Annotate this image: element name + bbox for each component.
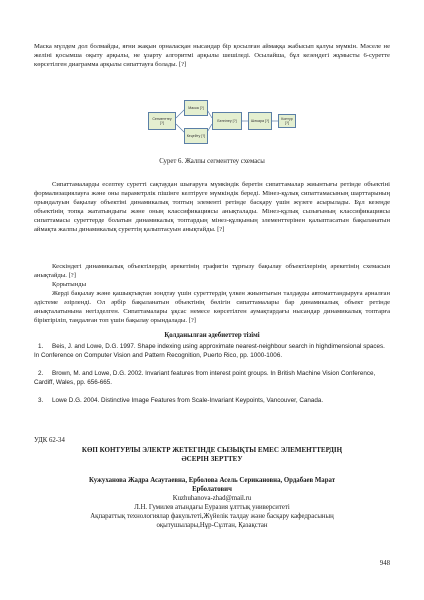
references-heading: Қолданылған әдебиеттер тізімі	[164, 332, 260, 339]
intro-paragraph: Маска мүлдем дол болмайды, яғни жақын орналасқан нысандар бір қосылған аймаққа жабысып қалуы мүмкін. Мәселе не желіні қосымша оқыту арқылы, не ұзарту алгоритмі арқылы шешіледі. Осылайша, бұл кезеңдегі жұмысты 6-суретте көрсетілген диаграмма арқылы сипаттауға болады. [?]	[34, 43, 390, 68]
reference-item	[34, 397, 390, 406]
diagram-box-1: Сегменттеу [?]	[148, 112, 176, 130]
page-number: 948	[379, 560, 390, 567]
diagram-box-5: Шекара [?]	[248, 112, 272, 130]
reference-item	[34, 343, 390, 360]
authors-line-2: Ерболатович	[192, 486, 232, 493]
segmentation-diagram	[148, 100, 298, 152]
authors-line-1: Кужуханова Жадра Асаутаевна, Ерболова Асель Серикановна, Ордабаев Марат	[88, 477, 336, 484]
body-paragraph-2: Кескіндегі динамикалық объектілердің әрекетінің графигін тұрғызу бақылау объектілерінің әрекетінің схемасын анықтайды. [?]	[34, 263, 390, 279]
diagram-box-6: Контур [?]	[278, 114, 296, 128]
reference-number: 3.	[38, 397, 44, 404]
reference-text: Beis, J. and Lowe, D.G. 1997. Shape indexing using approximate nearest-neighbour search in highdimensional spaces. In Conference on Computer Vision and Pattern Recognition, Puerto Rico, pp. 1000-1006.	[34, 343, 385, 359]
body-paragraph-1: Сипаттамаларды есептеу суретті сақтаудан шығаруға мүмкіндік беретін сипаттамалар жиынтығы ретінде объектіні формализациялауға және оны параметрлік пішінге келтіруге мүмкіндік береді. Мінез-құлық сипаттамасының шарттарының орындалуын бақылау объектіні динамикалық топтың элементі ретінде басқару үшін жүзеге асырылады. Бұл кезеңде объектінің топқа жататындығы және оның классификациясы анықталады. Мінез-құлық сызығының классификациясы сипаттамасы суреттерде болатын динамикалық топтардың мінез-құлқының элементтерінен қалыптасатын бақыланатын аймақта жалпы динамикалық суреттің қалыптасуын анықтайды. [?]	[34, 181, 390, 233]
author-email: Kuzhuhanova-zhad@mail.ru	[172, 495, 252, 502]
conclusion-heading: Қорытынды	[52, 281, 87, 288]
affiliation-line-2: Ақпараттық технологиялар факультеті,Жүйелік талдау және басқару кафедрасының	[90, 513, 334, 520]
reference-text: Lowe D.G. 2004. Distinctive Image Features from Scale-Invariant Keypoints, Vancouver, Canada.	[52, 397, 324, 404]
affiliation-line-3: оқытушылары,Нұр-Сұлтан, Қазақстан	[156, 522, 268, 529]
diagram-box-4: Белгілеу [?]	[212, 112, 242, 130]
reference-text: Brown, M. and Lowe, D.G. 2002. Invariant features from interest point groups. In British Machine Vision Conference, Cardiff, Wales, pp. 656-665.	[34, 370, 376, 386]
conclusion-paragraph: Жерді бақылау және қашықтықтан зондтау үшін суреттердің үлкен жиынтығын талдауды автоматтандыруға арналған әдістеме әзірленді. Ол әрбір бақыланатын объектінің бөлігін сипаттамалары бар динамикалық объект ретінде анықталатынына негізделген. Сипаттамалары ұқсас немесе көрсетілген аумақтардағы нысандар динамикалық топтарға біріктіріліп, таңдалған топ үшін бақылау орындалады. [?]	[34, 290, 390, 324]
reference-item	[34, 370, 390, 387]
reference-number: 1.	[38, 343, 44, 350]
diagram-box-3: Кеңейту [?]	[184, 128, 208, 144]
diagram-box-2: Маска [?]	[184, 100, 208, 116]
affiliation-line-1: Л.Н. Гумилев атындағы Еуразия ұлттық университеті	[134, 504, 290, 511]
article-title-line-2: ӘСЕРІН ЗЕРТТЕУ	[181, 455, 243, 463]
figure-caption: Сурет 6. Жалпы сегменттеу схемасы	[159, 158, 265, 165]
article-title-line-1: КӨП КОНТУРЛЫ ЭЛЕКТР ЖЕТЕГІНДЕ СЫЗЫҚТЫ ЕМЕС ЭЛЕМЕНТТЕРДІҢ	[81, 446, 343, 454]
udk-code: УДК 62-34	[34, 437, 65, 444]
reference-number: 2.	[38, 370, 44, 377]
